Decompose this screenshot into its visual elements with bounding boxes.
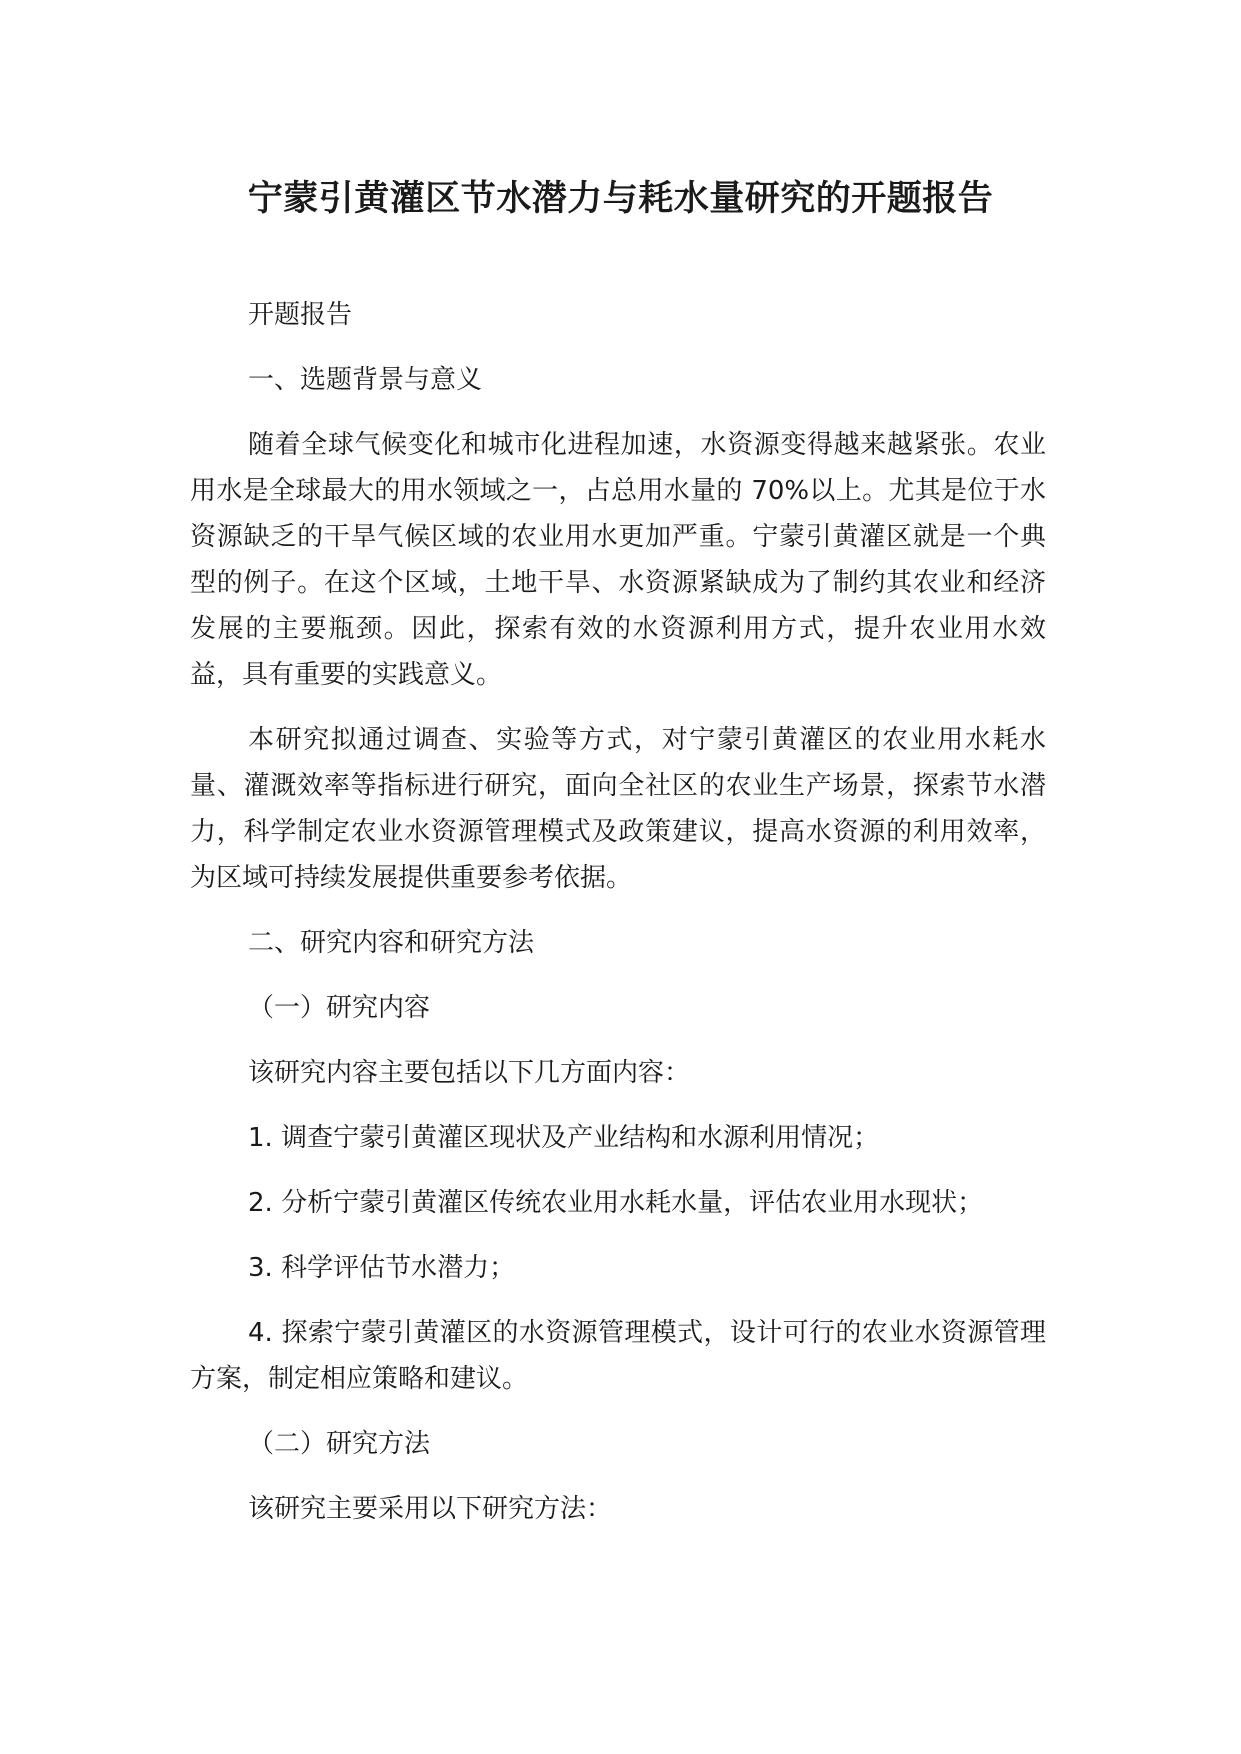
document-title: 宁蒙引黄灌区节水潜力与耗水量研究的开题报告 bbox=[247, 179, 994, 219]
paragraph-methods-intro: 该研究主要采用以下研究方法： bbox=[248, 1494, 613, 1524]
document-body bbox=[190, 292, 1046, 1551]
list-item-4: 4. 探索宁蒙引黄灌区的水资源管理模式，设计可行的农业水资源管理方案，制定相应策略和建议。 bbox=[190, 1318, 1046, 1394]
paragraph-content-intro: 该研究内容主要包括以下几方面内容： bbox=[248, 1058, 691, 1088]
section-heading-background: 一、选题背景与意义 bbox=[248, 365, 483, 395]
list-item-2: 2. 分析宁蒙引黄灌区传统农业用水耗水量，评估农业用水现状； bbox=[248, 1188, 984, 1218]
paragraph-background: 随着全球气候变化和城市化进程加速，水资源变得越来越紧张。农业用水是全球最大的用水领域之一，占总用水量的 70%以上。尤其是位于水资源缺乏的干旱气候区域的农业用水更加严重。宁蒙引黄灌区就是一个典型的例子。在这个区域，土地干旱、水资源紧缺成为了制约其农业和经济发展的主要瓶颈。因此，探索有效的水资源利用方式，提升农业用水效益，具有重要的实践意义。 bbox=[190, 430, 1046, 690]
list-item-1: 1. 调查宁蒙引黄灌区现状及产业结构和水源利用情况； bbox=[248, 1123, 880, 1153]
subsection-heading-methods: （二）研究方法 bbox=[248, 1429, 431, 1459]
paragraph-report-label: 开题报告 bbox=[248, 300, 353, 330]
list-item-3: 3. 科学评估节水潜力； bbox=[248, 1253, 516, 1283]
subsection-heading-content: （一）研究内容 bbox=[248, 993, 431, 1023]
section-heading-content-methods: 二、研究内容和研究方法 bbox=[248, 928, 535, 958]
paragraph-research-plan: 本研究拟通过调查、实验等方式，对宁蒙引黄灌区的农业用水耗水量、灌溉效率等指标进行研究，面向全社区的农业生产场景，探索节水潜力，科学制定农业水资源管理模式及政策建议，提高水资源的利用效率，为区域可持续发展提供重要参考依据。 bbox=[190, 725, 1046, 893]
